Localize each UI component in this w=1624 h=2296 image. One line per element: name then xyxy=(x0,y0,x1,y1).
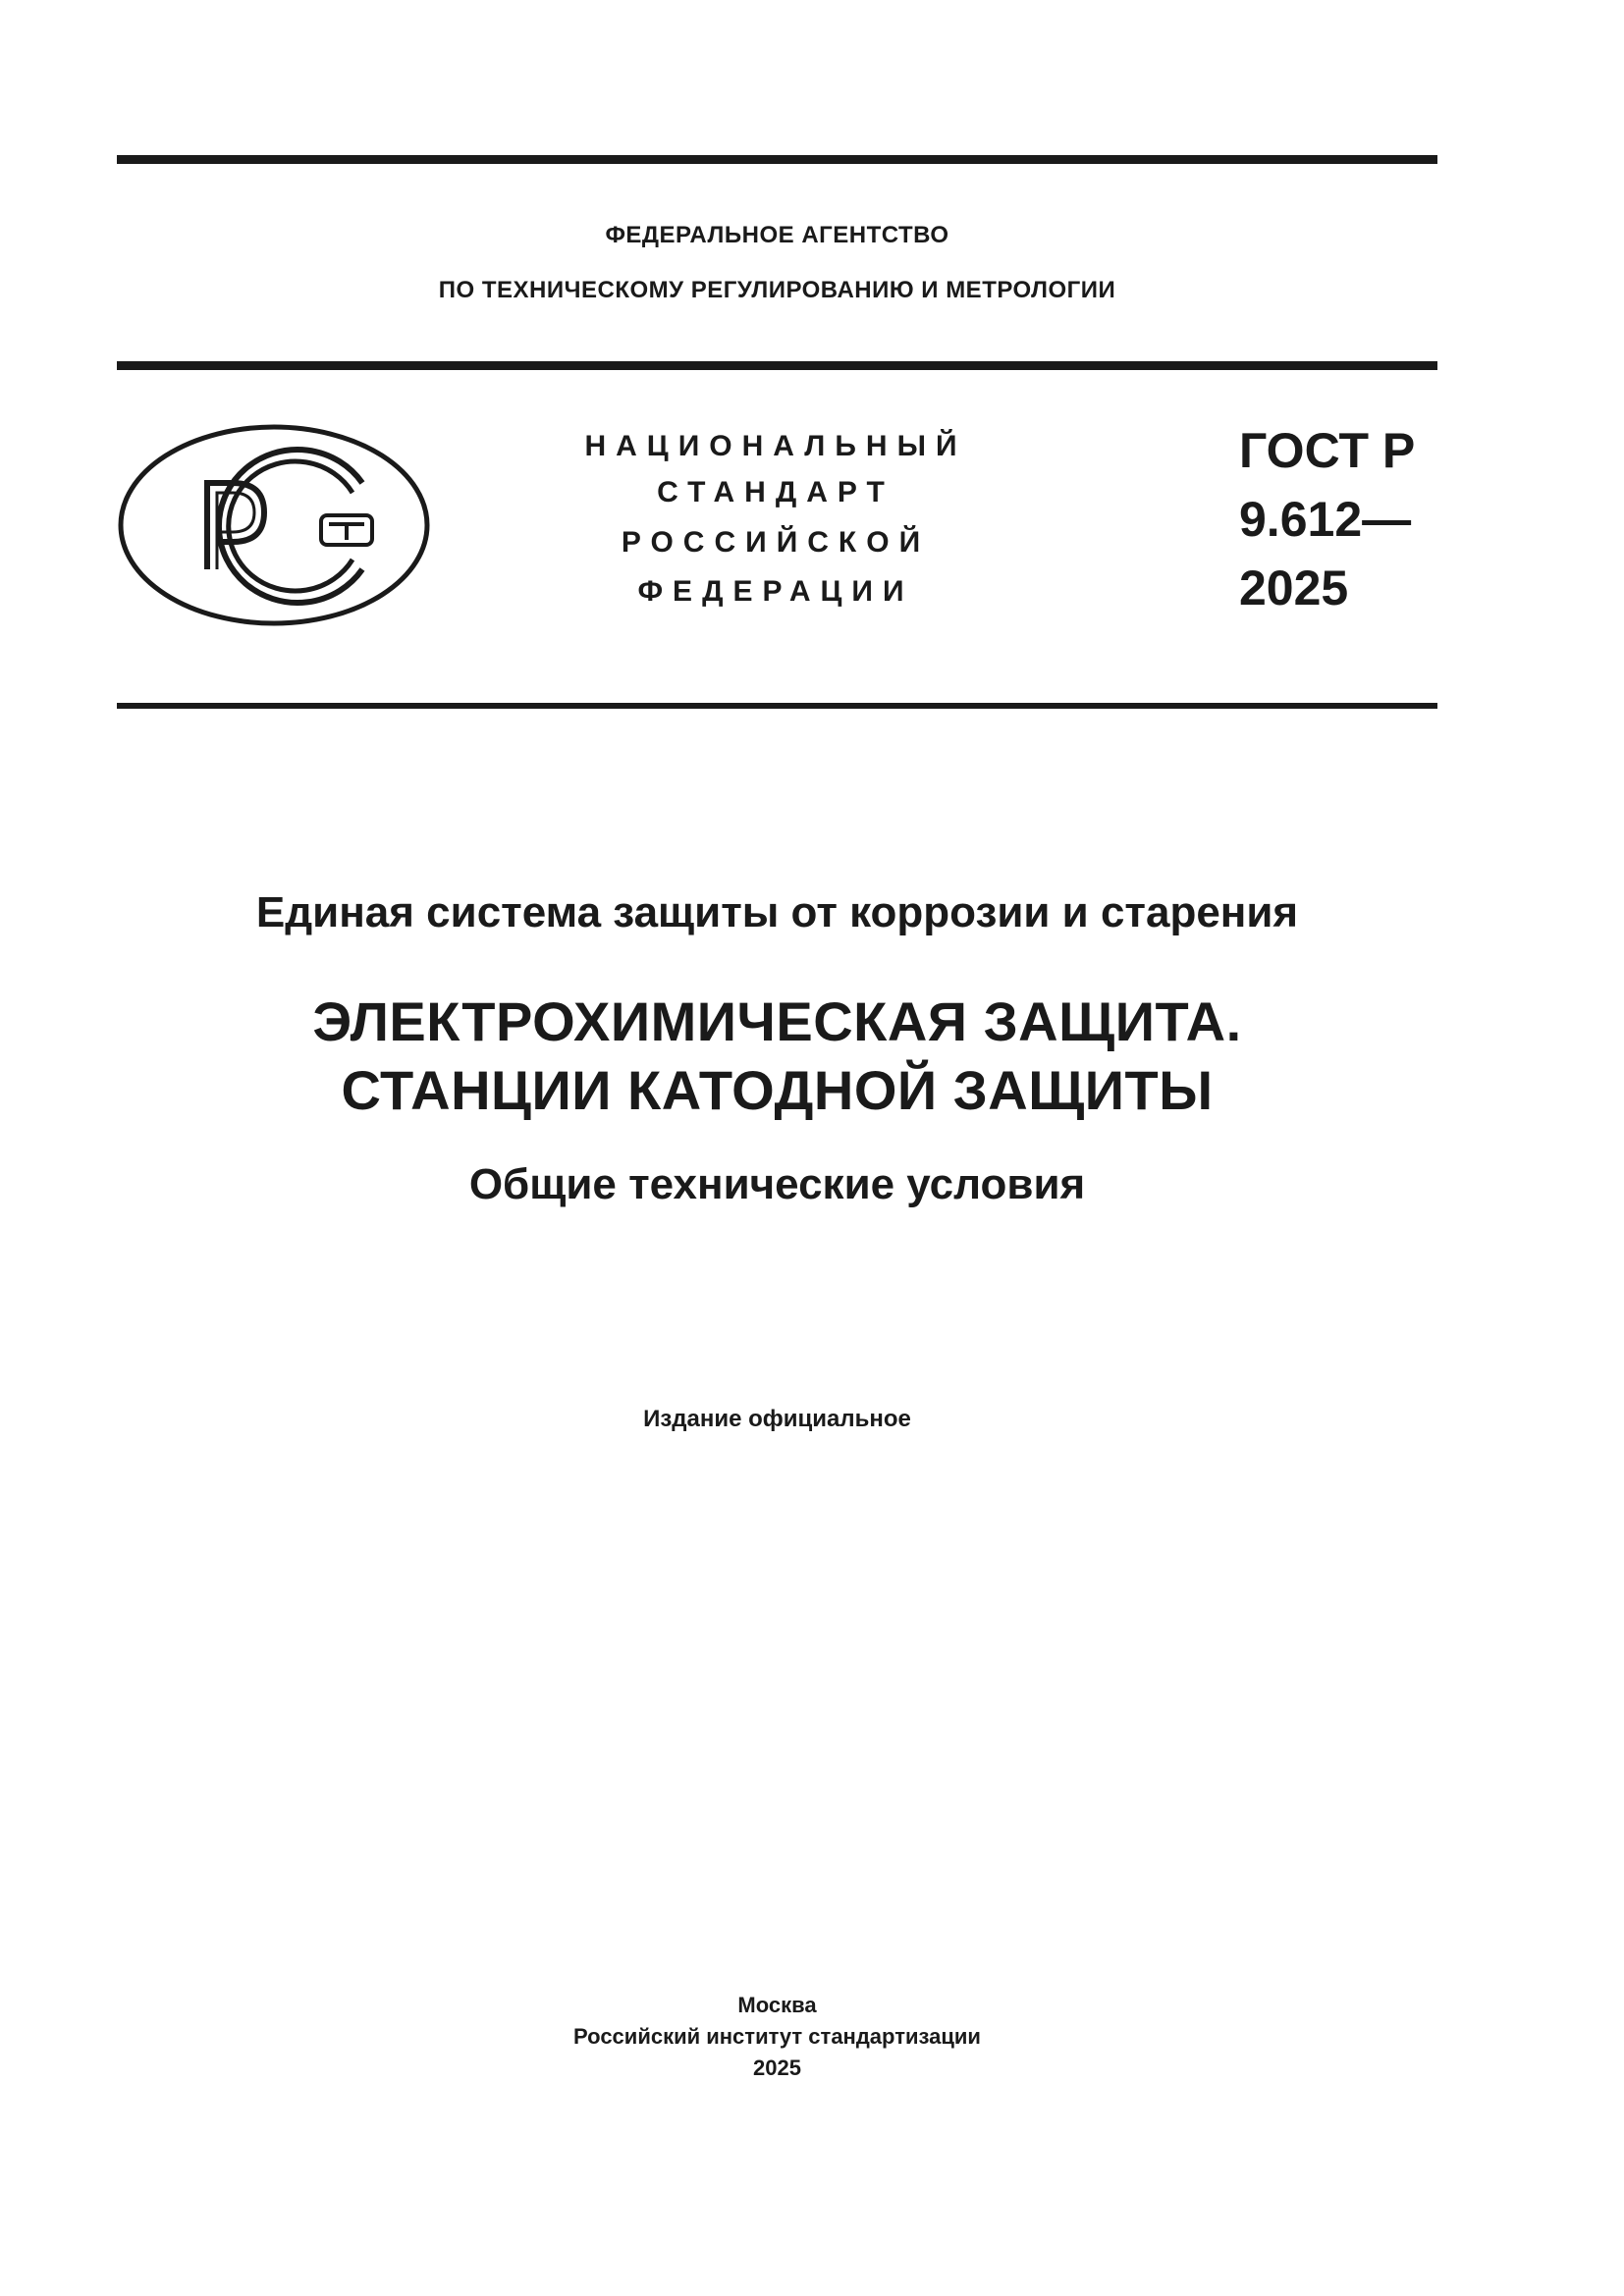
main-title-line2: СТАНЦИИ КАТОДНОЙ ЗАЩИТЫ xyxy=(341,1059,1214,1121)
designation-line1: ГОСТ Р xyxy=(1239,423,1416,478)
designation-line2: 9.612— xyxy=(1239,492,1412,547)
imprint-publisher: Российский институт стандартизации xyxy=(573,2024,981,2049)
imprint-year: 2025 xyxy=(753,2056,801,2080)
edition-note: Издание официальное xyxy=(643,1406,911,1432)
series-title: Единая система защиты от коррозии и старения xyxy=(255,888,1299,936)
agency-name-line2: ПО ТЕХНИЧЕСКОМУ РЕГУЛИРОВАНИЮ И МЕТРОЛОГИИ xyxy=(438,277,1116,303)
subtitle: Общие технические условия xyxy=(468,1160,1086,1208)
standard-type-line4: ФЕДЕРАЦИИ xyxy=(637,575,914,608)
middle-rule xyxy=(117,361,1437,370)
bottom-rule xyxy=(117,703,1437,709)
standard-type-line1: НАЦИОНАЛЬНЫЙ xyxy=(584,430,967,462)
standard-type-line3: РОССИЙСКОЙ xyxy=(621,526,931,559)
standard-type-line2: СТАНДАРТ xyxy=(657,476,894,508)
main-title-line1: ЭЛЕКТРОХИМИЧЕСКАЯ ЗАЩИТА. xyxy=(312,990,1242,1052)
agency-name-line1: ФЕДЕРАЛЬНОЕ АГЕНТСТВО xyxy=(605,222,949,248)
designation-line3: 2025 xyxy=(1239,561,1349,615)
imprint-city: Москва xyxy=(737,1993,817,2017)
rst-certification-mark-icon xyxy=(117,422,431,628)
top-rule xyxy=(117,155,1437,164)
